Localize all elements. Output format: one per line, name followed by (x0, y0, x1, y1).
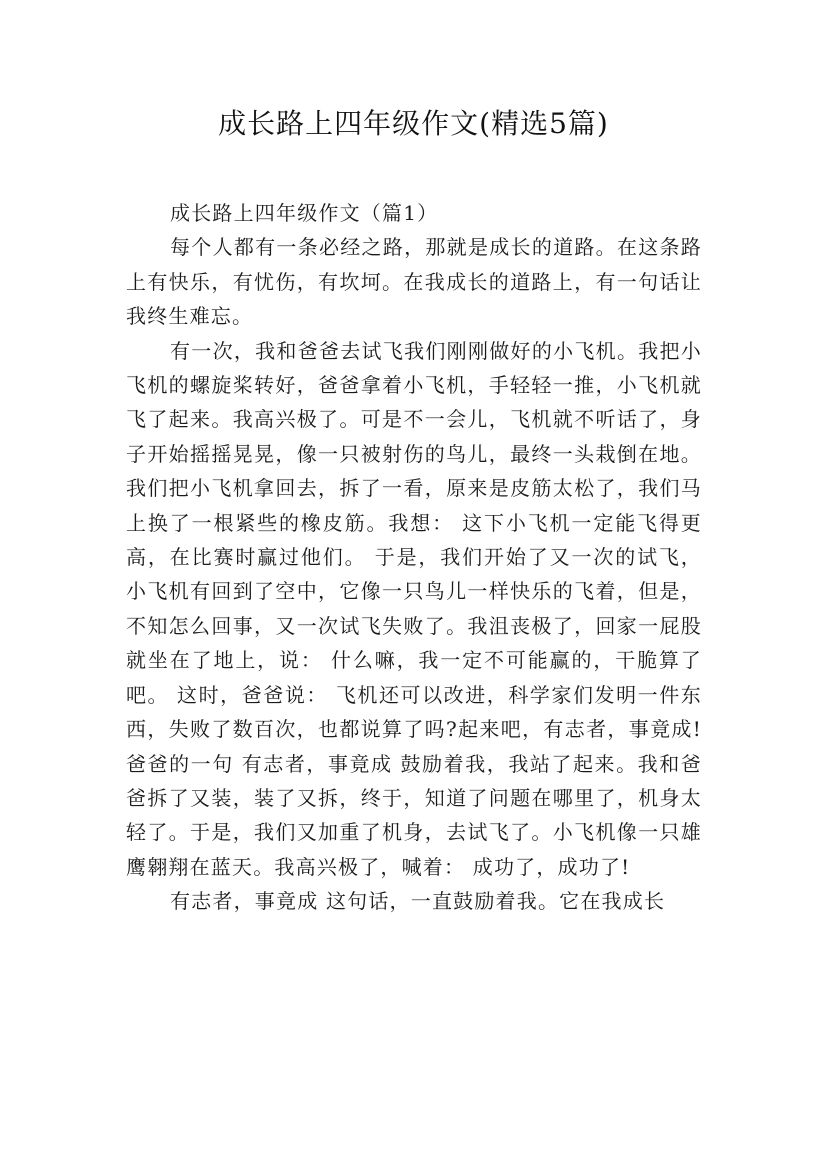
paragraph-3: 有志者，事竟成 这句话，一直鼓励着我。它在我成长 (170, 889, 666, 914)
document-body (126, 196, 702, 919)
paragraph-2: 有一次，我和爸爸去试飞我们刚刚做好的小飞机。我把小飞机的螺旋桨转好，爸爸拿着小飞机，手轻轻一推，小飞机就飞了起来。我高兴极了。可是不一会儿，飞机就不听话了，身子开始摇摇晃晃，像一只被射伤的鸟儿，最终一头栽倒在地。我们把小飞机拿回去，拆了一看，原来是皮筋太松了，我们马上换了一根紧些的橡皮筋。我想： 这下小飞机一定能飞得更高，在比赛时赢过他们。 于是，我们开始了又一次的试飞，小飞机有回到了空中，它像一只鸟儿一样快乐的飞着，但是，不知怎么回事，又一次试飞失败了。我沮丧极了，回家一屁股就坐在了地上，说： 什么嘛，我一定不可能赢的，干脆算了吧。 这时，爸爸说： 飞机还可以改进，科学家们发明一件东西，失败了数百次，也都说算了吗?起来吧，有志者，事竟成! 爸爸的一句 有志者，事竟成 鼓励着我，我站了起来。我和爸爸拆了又装，装了又拆，终于，知道了问题在哪里了，机身太轻了。于是，我们又加重了机身，去试飞了。小飞机像一只雄鹰翱翔在蓝天。我高兴极了，喊着： 成功了，成功了! (126, 338, 702, 879)
paragraph-1: 每个人都有一条必经之路，那就是成长的道路。在这条路上有快乐，有忧伤，有坎坷。在我成长的道路上，有一句话让我终生难忘。 (126, 235, 702, 329)
section-heading: 成长路上四年级作文（篇1） (170, 201, 439, 225)
document-title: 成长路上四年级作文(精选5篇) (218, 107, 609, 140)
